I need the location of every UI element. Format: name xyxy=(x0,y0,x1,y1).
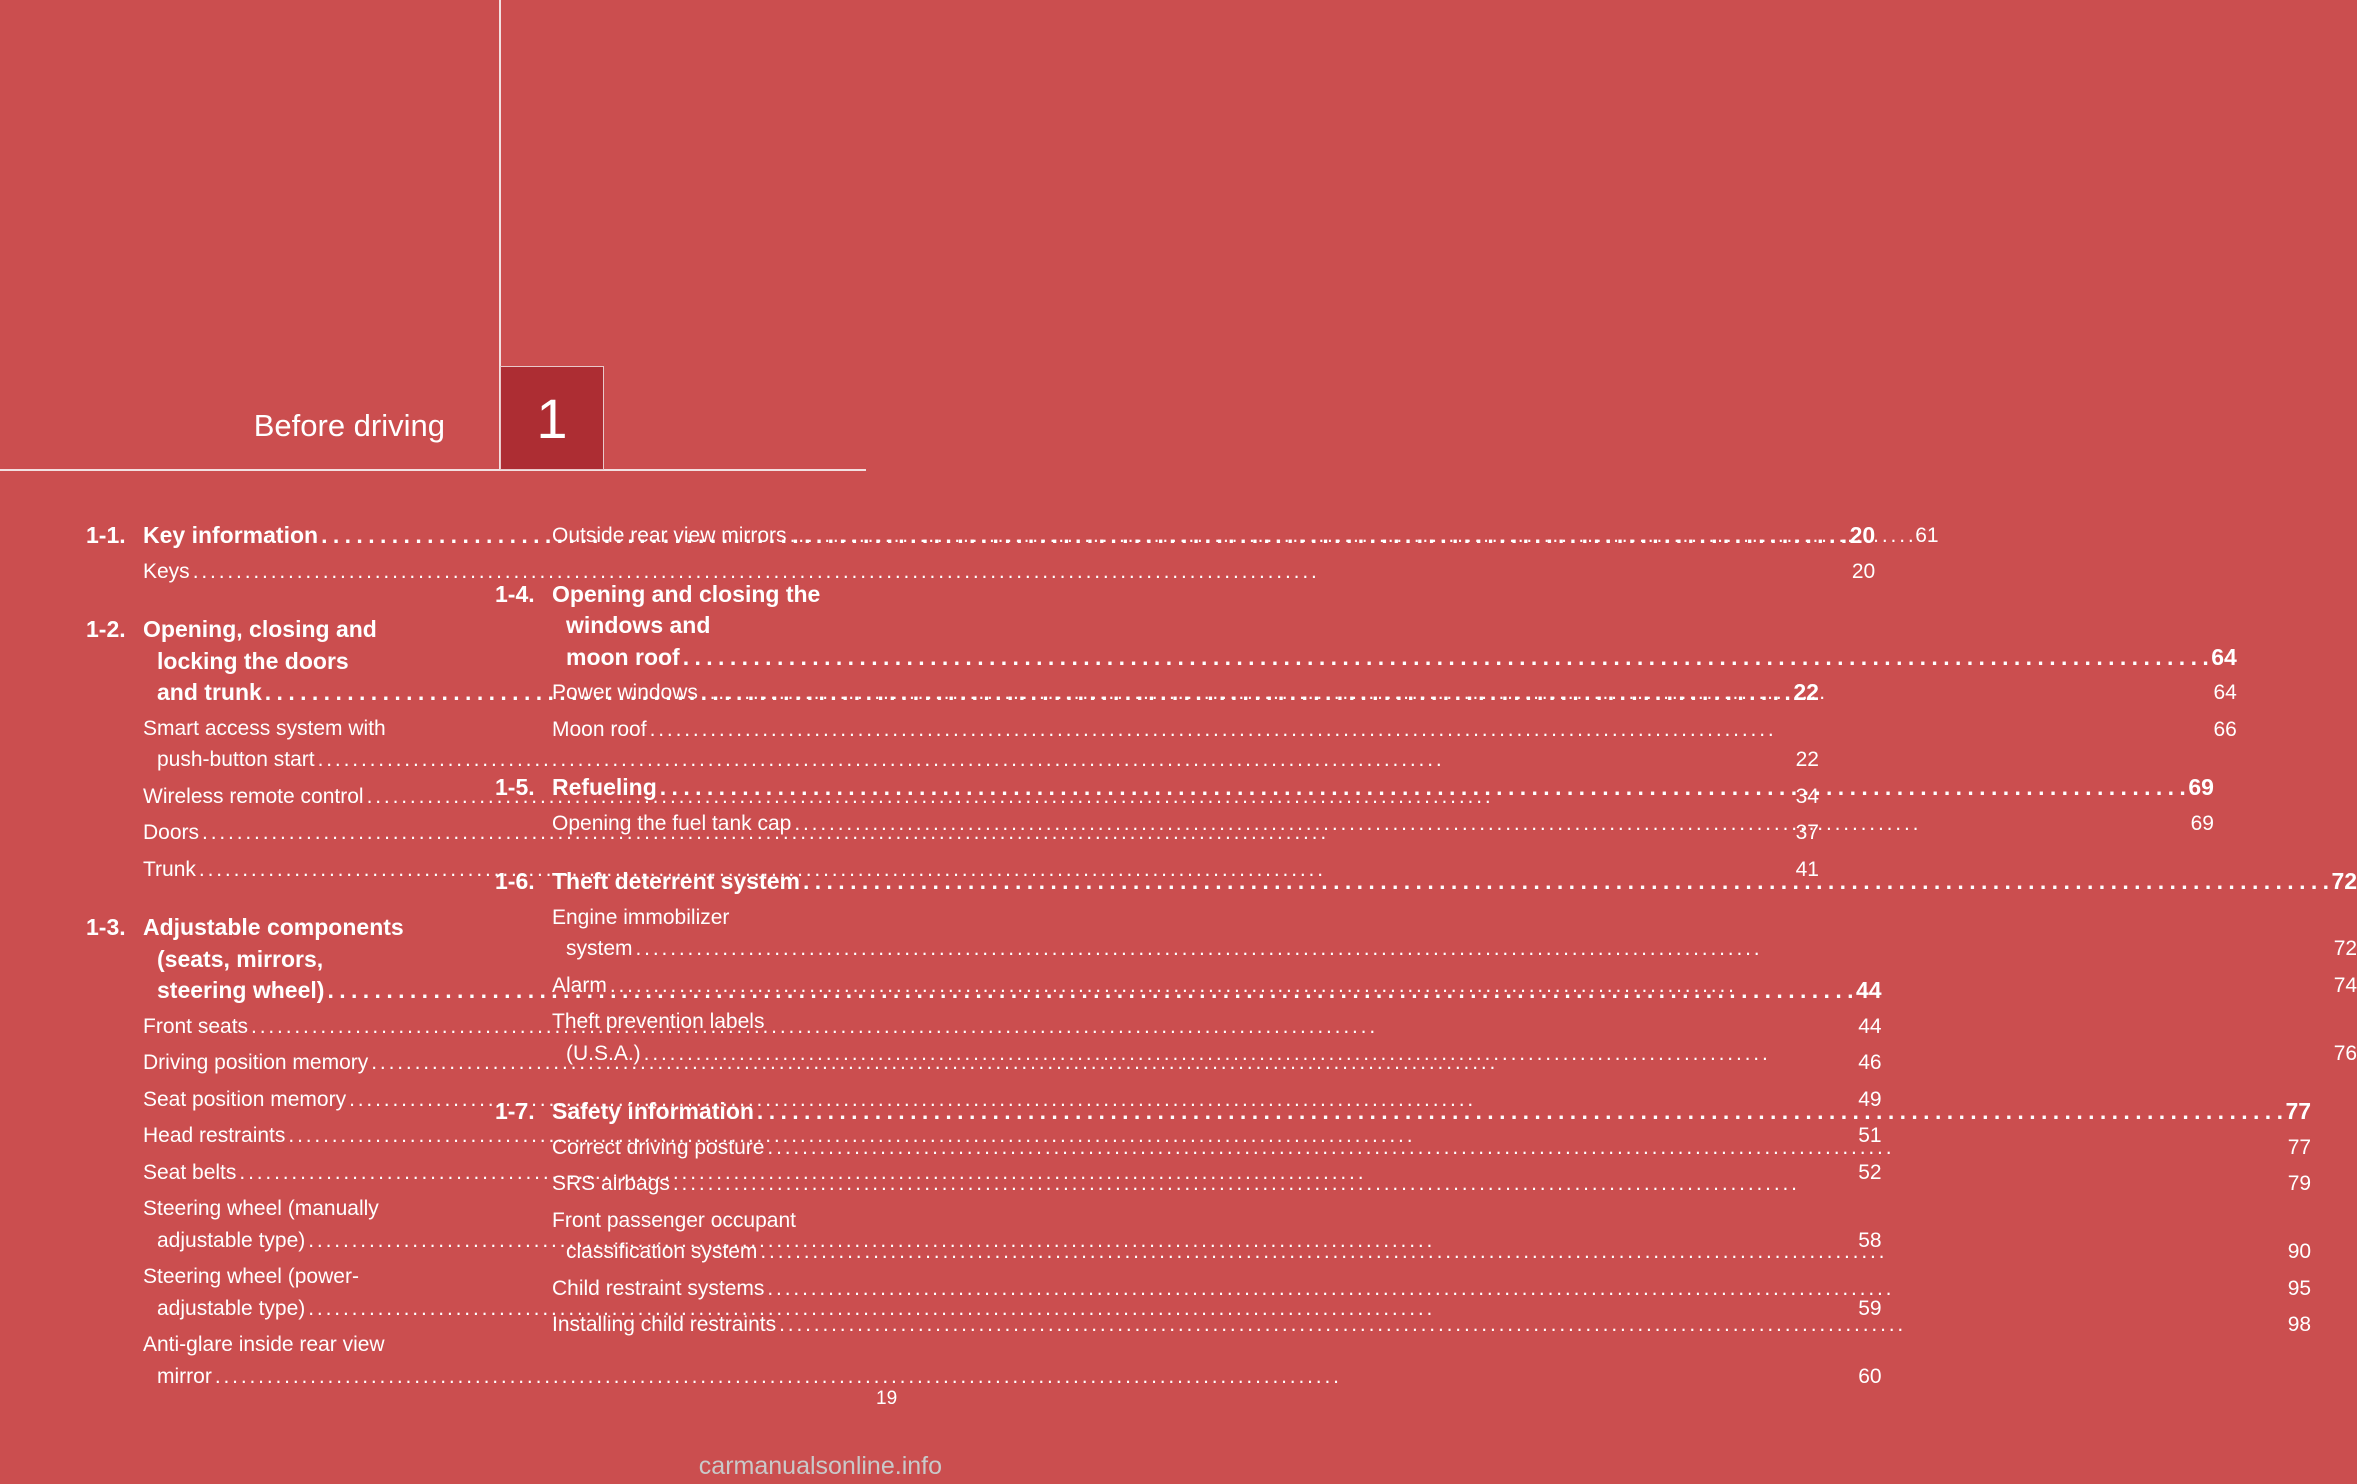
entry-page-number: 98 xyxy=(2287,1313,2312,1336)
section-body xyxy=(552,579,2237,751)
heading-line xyxy=(552,1096,2311,1128)
toc-entry[interactable] xyxy=(552,1273,2311,1305)
entry-text: Moon roof xyxy=(552,717,647,741)
entry-text: Steering wheel (manually xyxy=(143,1197,379,1220)
entry-page-number: 79 xyxy=(2287,1172,2312,1195)
entry-page-number: 22 xyxy=(1795,748,1819,771)
section-number: 1-1. xyxy=(86,522,126,548)
entry-text: classification system xyxy=(566,1240,758,1263)
entry-text: Engine immobilizer xyxy=(552,905,730,929)
toc-entry[interactable] xyxy=(552,1168,2311,1200)
entry-text: (U.S.A.) xyxy=(566,1041,641,1065)
heading-text: Opening and closing the xyxy=(552,580,821,607)
entry-text: Opening the fuel tank cap xyxy=(552,811,792,835)
toc-entry[interactable] xyxy=(552,902,2357,965)
entry-text: Outside rear view mirrors xyxy=(552,524,787,547)
heading-text: steering wheel) xyxy=(157,977,325,1003)
entry-line xyxy=(552,808,2214,840)
entry-page-number: 59 xyxy=(1858,1296,1882,1320)
dot-leader xyxy=(767,1273,2284,1305)
dot-leader xyxy=(673,1168,2285,1200)
toc-entry[interactable] xyxy=(552,1132,2311,1164)
heading-page-number: 69 xyxy=(2188,774,2214,800)
heading-page-number: 44 xyxy=(1855,977,1882,1003)
heading-text: Safety information xyxy=(552,1098,754,1124)
entry-page-number: 76 xyxy=(2333,1041,2357,1065)
dot-leader xyxy=(760,1236,2284,1268)
section-number: 1-5. xyxy=(495,774,535,800)
entry-line xyxy=(552,520,1939,552)
dot-leader xyxy=(803,866,2329,898)
dot-leader xyxy=(660,772,2186,804)
heading-text: (seats, mirrors, xyxy=(157,945,324,972)
entry-text: mirror xyxy=(157,1364,212,1388)
entry-page-number: 37 xyxy=(1795,821,1819,844)
entry-text: Smart access system with xyxy=(143,716,386,740)
heading-text: Opening, closing and xyxy=(143,616,377,642)
entry-text: Trunk xyxy=(143,857,196,881)
dot-leader xyxy=(779,1309,2285,1341)
heading-line xyxy=(552,579,2237,611)
toc-entry[interactable] xyxy=(552,970,2357,1002)
dot-leader xyxy=(790,520,1913,552)
entry-text: Child restraint systems xyxy=(552,1276,765,1300)
entry-line xyxy=(552,1168,2311,1200)
entry-line xyxy=(552,1273,2311,1305)
heading-text: and trunk xyxy=(157,679,262,705)
entry-text: push-button start xyxy=(157,748,315,771)
heading-text: Refueling xyxy=(552,774,657,800)
toc-entry[interactable] xyxy=(552,1006,2357,1069)
entry-page-number: 72 xyxy=(2333,937,2357,960)
entry-line xyxy=(552,677,2237,709)
entry-page-number: 41 xyxy=(1795,857,1819,881)
entry-text: Alarm xyxy=(552,973,607,997)
section-body xyxy=(552,1096,2311,1346)
section-number: 1-4. xyxy=(495,580,535,607)
entry-line xyxy=(552,1205,2311,1237)
heading-text: moon roof xyxy=(566,643,680,670)
dot-leader xyxy=(215,1361,1855,1393)
entry-line xyxy=(552,933,2357,965)
entry-text: Seat position memory xyxy=(143,1087,347,1111)
heading-page-number: 77 xyxy=(2285,1098,2312,1124)
section-heading[interactable] xyxy=(552,579,2237,674)
entry-page-number: 77 xyxy=(2287,1135,2312,1159)
heading-text: Key information xyxy=(143,522,319,548)
heading-page-number: 72 xyxy=(2331,868,2357,894)
dot-leader xyxy=(683,642,2209,674)
entry-page-number: 46 xyxy=(1858,1051,1882,1074)
entry-text: adjustable type) xyxy=(157,1228,306,1252)
heading-text: locking the doors xyxy=(157,647,349,674)
dot-leader xyxy=(794,808,2187,840)
section-number: 1-2. xyxy=(86,616,126,642)
dot-leader xyxy=(610,970,2331,1002)
entry-text: adjustable type) xyxy=(157,1296,306,1320)
dot-leader xyxy=(650,714,2211,746)
entry-page-number: 44 xyxy=(1858,1014,1882,1038)
entry-line xyxy=(552,1006,2357,1038)
entry-line xyxy=(552,1132,2311,1164)
entry-page-number: 60 xyxy=(1858,1364,1882,1388)
dot-leader xyxy=(701,677,2211,709)
heading-page-number: 22 xyxy=(1793,679,1819,705)
dot-leader xyxy=(636,933,2331,965)
watermark: carmanualsonline.info xyxy=(698,1452,942,1480)
heading-page-number: 64 xyxy=(2211,643,2237,670)
heading-text: Theft deterrent system xyxy=(552,868,800,894)
chapter-number-box xyxy=(500,366,604,470)
entry-text: Keys xyxy=(143,559,190,583)
entry-text: SRS airbags xyxy=(552,1172,670,1195)
section-heading[interactable] xyxy=(552,772,2214,804)
entry-line xyxy=(143,1361,1882,1393)
entry-text: Doors xyxy=(143,821,200,844)
chapter-number: 1 xyxy=(536,386,568,450)
dot-leader xyxy=(767,1132,2284,1164)
entry-page-number: 95 xyxy=(2287,1276,2312,1300)
heading-line xyxy=(552,772,2214,804)
section-body xyxy=(552,520,1939,557)
entry-line xyxy=(552,1236,2311,1268)
toc-entry[interactable] xyxy=(552,714,2237,746)
section-number-spacer xyxy=(495,520,552,557)
entry-page-number: 61 xyxy=(1915,524,1939,547)
section-body xyxy=(552,866,2357,1074)
entry-text: Power windows xyxy=(552,681,698,704)
toc-entry[interactable] xyxy=(552,677,2237,709)
entry-page-number: 58 xyxy=(1858,1228,1882,1252)
heading-page-number: 20 xyxy=(1849,522,1876,548)
section-body xyxy=(552,772,2214,844)
entry-text: Head restraints xyxy=(143,1124,286,1147)
horizontal-rule xyxy=(0,469,866,471)
toc-entry[interactable] xyxy=(552,1205,2311,1268)
entry-page-number: 74 xyxy=(2333,973,2357,997)
entry-page-number: 64 xyxy=(2213,681,2237,704)
entry-text: Seat belts xyxy=(143,1160,237,1184)
entry-text: Steering wheel (power- xyxy=(143,1265,359,1288)
entry-text: Driving position memory xyxy=(143,1051,369,1074)
section-number: 1-3. xyxy=(86,914,126,940)
entry-line xyxy=(552,970,2357,1002)
entry-text: Front passenger occupant xyxy=(552,1208,796,1232)
section-number: 1-6. xyxy=(495,868,535,894)
entry-page-number: 49 xyxy=(1858,1087,1882,1111)
section-heading[interactable] xyxy=(552,866,2357,898)
entry-line xyxy=(552,1309,2311,1341)
entry-page-number: 66 xyxy=(2213,717,2237,741)
entry-text: Correct driving posture xyxy=(552,1135,765,1159)
heading-text: windows and xyxy=(566,612,711,638)
entry-page-number: 51 xyxy=(1858,1124,1882,1147)
entry-text: Front seats xyxy=(143,1014,249,1038)
toc-entry[interactable] xyxy=(552,1309,2311,1341)
entry-page-number: 69 xyxy=(2190,811,2214,835)
entry-text: Theft prevention labels xyxy=(552,1010,765,1033)
toc-entry[interactable] xyxy=(552,520,1939,552)
toc-entry[interactable] xyxy=(552,808,2214,840)
section-heading[interactable] xyxy=(552,1096,2311,1128)
entry-text: Installing child restraints xyxy=(552,1313,777,1336)
dot-leader xyxy=(757,1096,2283,1128)
heading-line xyxy=(552,642,2237,674)
entry-text: Anti-glare inside rear view xyxy=(143,1333,385,1356)
dot-leader xyxy=(644,1038,2331,1070)
page-number: 19 xyxy=(876,1388,898,1409)
heading-line xyxy=(552,610,2237,642)
heading-text: Adjustable components xyxy=(143,914,404,940)
heading-line xyxy=(552,866,2357,898)
entry-line xyxy=(552,902,2357,934)
entry-page-number: 20 xyxy=(1851,559,1876,583)
entry-page-number: 90 xyxy=(2287,1240,2312,1263)
entry-page-number: 52 xyxy=(1858,1160,1882,1184)
entry-page-number: 34 xyxy=(1795,784,1819,808)
entry-line xyxy=(552,1038,2357,1070)
section-number: 1-7. xyxy=(495,1098,535,1124)
entry-text: Wireless remote control xyxy=(143,784,364,808)
chapter-title: Before driving xyxy=(253,408,445,443)
entry-text: system xyxy=(566,937,633,960)
entry-line xyxy=(552,714,2237,746)
